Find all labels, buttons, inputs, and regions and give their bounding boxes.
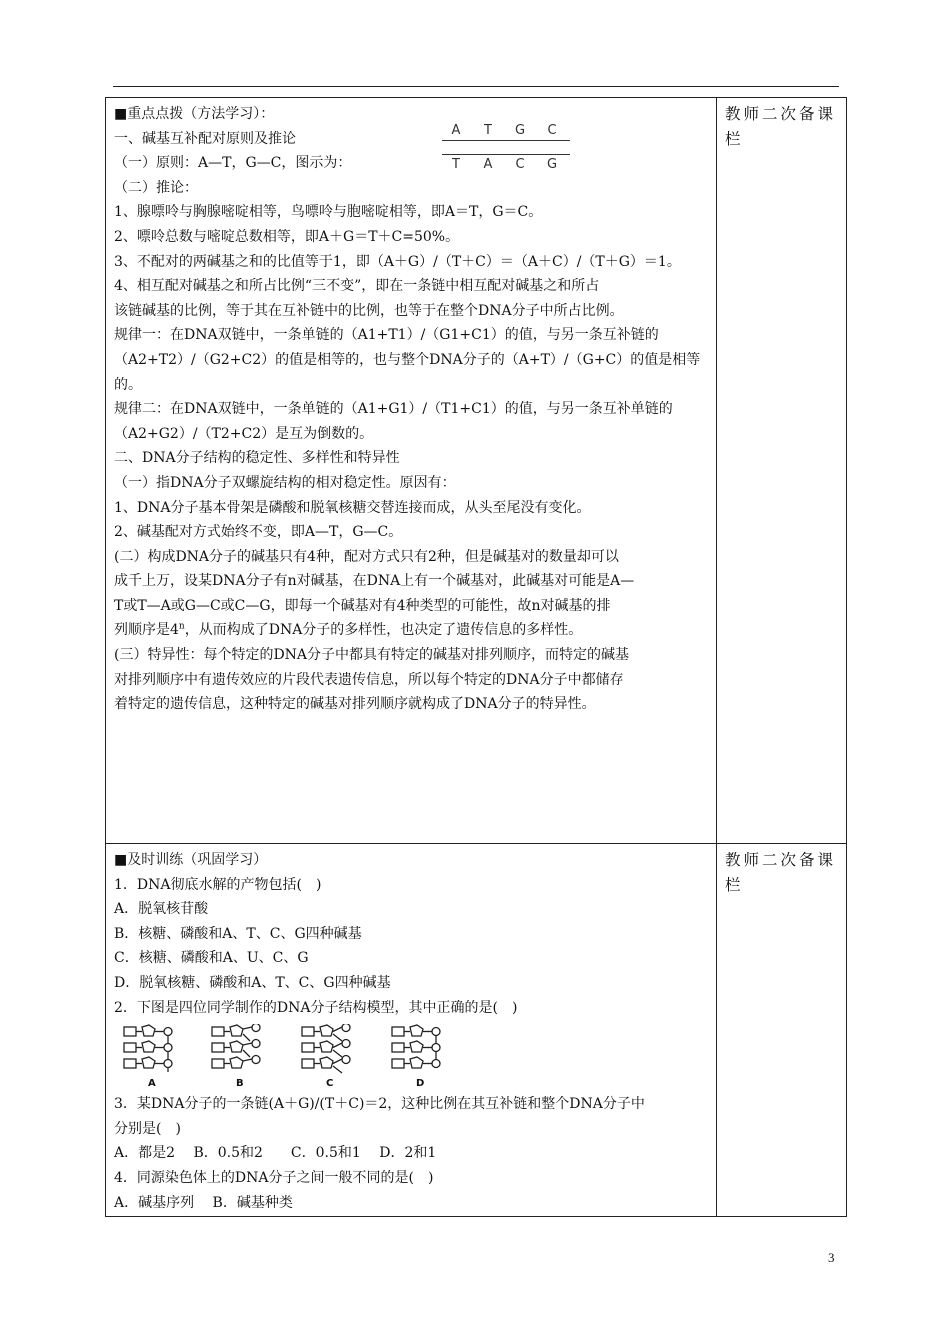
- key-points-cell: [106, 98, 717, 844]
- section-title: 一、碱基互补配对原则及推论: [114, 130, 296, 147]
- question-1-option-d: D．脱氧核糖、磷酸和A、T、C、G四种碱基: [114, 974, 391, 991]
- rule-2-line2: （A2+G2）/（T2+C2）是互为倒数的。: [114, 425, 374, 442]
- pair-top-4: C: [547, 123, 557, 138]
- deduction-4-line1: 4、相互配对碱基之和所占比例“三不变”，即在一条链中相互配对碱基之和所占: [114, 278, 600, 295]
- page-number: 3: [828, 1250, 835, 1265]
- lesson-table: [105, 97, 847, 1217]
- model-label-b: B: [236, 1078, 244, 1090]
- diversity-line3: T或T—A或G—C或C—G，即每一个碱基对有4种类型的可能性，故n对碱基的排: [114, 597, 611, 614]
- teacher-notes-cell-2: [717, 844, 847, 1217]
- model-b-figure: [212, 1024, 260, 1068]
- question-2: 2．下图是四位同学制作的DNA分子结构模型，其中正确的是( ): [114, 999, 518, 1016]
- question-3-line1: 3．某DNA分子的一条链(A＋G)/(T＋C)＝2，这种比例在其互补链和整个DNA分子中: [114, 1096, 645, 1113]
- diversity-line2: 成千上万，设某DNA分子有n对碱基，在DNA上有一个碱基对，此碱基对可能是A—: [114, 573, 635, 590]
- practice-cell: [106, 844, 717, 1217]
- stability-reason-2: 2、碱基配对方式始终不变，即A—T，G—C。: [114, 524, 403, 541]
- stability-reason-1: 1、DNA分子基本骨架是磷酸和脱氧核糖交替连接而成，从头至尾没有变化。: [114, 499, 591, 516]
- stability-text: （一）指DNA分子双螺旋结构的相对稳定性。原因有：: [114, 474, 456, 491]
- specificity-line1: (三）特异性：每个特定的DNA分子中都具有特定的碱基对排列顺序，而特定的碱基: [114, 647, 630, 664]
- dna-model-figures: [122, 1024, 710, 1090]
- top-strand-line: [442, 140, 570, 141]
- exponent-n: n: [178, 621, 185, 632]
- bottom-strand-line: [442, 154, 570, 155]
- question-3-line2: 分别是( ): [114, 1120, 181, 1137]
- specificity-line3: 着特定的遗传信息，这种特定的碱基对排列顺序就构成了DNA分子的特异性。: [114, 696, 596, 713]
- model-label-a: A: [148, 1078, 156, 1090]
- model-a-figure: [124, 1025, 172, 1072]
- section-heading: ■重点点拨（方法学习）：: [114, 106, 275, 122]
- base-pair-diagram: [442, 104, 572, 176]
- teacher-notes-label: 教师二次备课栏: [725, 105, 837, 148]
- question-1-option-c: C．核糖、磷酸和A、U、C、G: [114, 950, 309, 967]
- question-4: 4．同源染色体上的DNA分子之间一般不同的是( ): [114, 1169, 434, 1186]
- question-3-options: A．都是2 B．0.5和2 C．0.5和1 D．2和1: [114, 1145, 437, 1162]
- rule-1-line3: 的。: [114, 376, 142, 393]
- pair-bottom-3: C: [515, 157, 525, 172]
- diversity-line4: 列顺序是4$^n$，从而构成了DNA分子的多样性，也决定了遗传信息的多样性。: [114, 621, 583, 639]
- practice-heading: ■及时训练（巩固学习）: [114, 852, 268, 868]
- dna-model-svg: [122, 1024, 452, 1090]
- deduction-1: 1、腺嘌呤与胸腺嘧啶相等，鸟嘌呤与胞嘧啶相等，即A＝T，G＝C。: [114, 204, 543, 221]
- teacher-notes-label-2: 教师二次备课栏: [725, 851, 837, 894]
- rule-1-line2: （A2+T2）/（G2+C2）的值是相等的，也与整个DNA分子的（A+T）/（G+C）的值是相等: [114, 351, 701, 368]
- section-title-2: 二、DNA分子结构的稳定性、多样性和特异性: [114, 450, 400, 467]
- pair-top-2: T: [484, 123, 492, 138]
- rule-1-line1: 规律一：在DNA双链中，一条单链的（A1+T1）/（G1+C1）的值，与另一条互补链的: [114, 327, 659, 344]
- diversity-line1: (二）构成DNA分子的碱基只有4种，配对方式只有2种，但是碱基对的数量却可以: [114, 548, 619, 565]
- model-label-c: C: [326, 1078, 334, 1090]
- question-1-option-b: B．核糖、磷酸和A、T、C、G四种碱基: [114, 925, 362, 942]
- model-label-d: D: [416, 1078, 425, 1090]
- pair-top-1: A: [451, 123, 461, 138]
- specificity-line2: 对排列顺序中有遗传效应的片段代表遗传信息，所以每个特定的DNA分子中都储存: [114, 671, 624, 688]
- pair-bottom-2: A: [483, 157, 493, 172]
- header-rule: [113, 86, 839, 87]
- rule-2-line1: 规律二：在DNA双链中，一条单链的（A1+G1）/（T1+C1）的值，与另一条互补单链的: [114, 401, 673, 418]
- deduction-3: 3、不配对的两碱基之和的比值等于1，即（A＋G）/（T＋C）＝（A＋C）/（T＋G）＝1。: [114, 253, 681, 270]
- pair-bottom-4: G: [546, 157, 558, 172]
- deduction-4-line2: 该链碱基的比例，等于其在互补链中的比例，也等于在整个DNA分子中所占比例。: [114, 302, 624, 319]
- deduction-title: （二）推论：: [114, 179, 198, 196]
- question-1-option-a: A．脱氧核苷酸: [114, 901, 209, 918]
- pair-top-3: G: [514, 123, 526, 138]
- pair-bottom-1: T: [452, 157, 460, 172]
- model-c-figure: [302, 1024, 350, 1073]
- question-4-options: A．碱基序列 B．碱基种类: [114, 1194, 293, 1211]
- deduction-2: 2、嘌呤总数与嘧啶总数相等，即A＋G＝T＋C=50%。: [114, 228, 460, 245]
- model-d-figure: [392, 1025, 440, 1068]
- question-1: 1．DNA彻底水解的产物包括( ): [114, 876, 322, 893]
- teacher-notes-cell: [717, 98, 847, 844]
- principle-text: （一）原则：A—T，G—C，图示为：: [114, 155, 352, 172]
